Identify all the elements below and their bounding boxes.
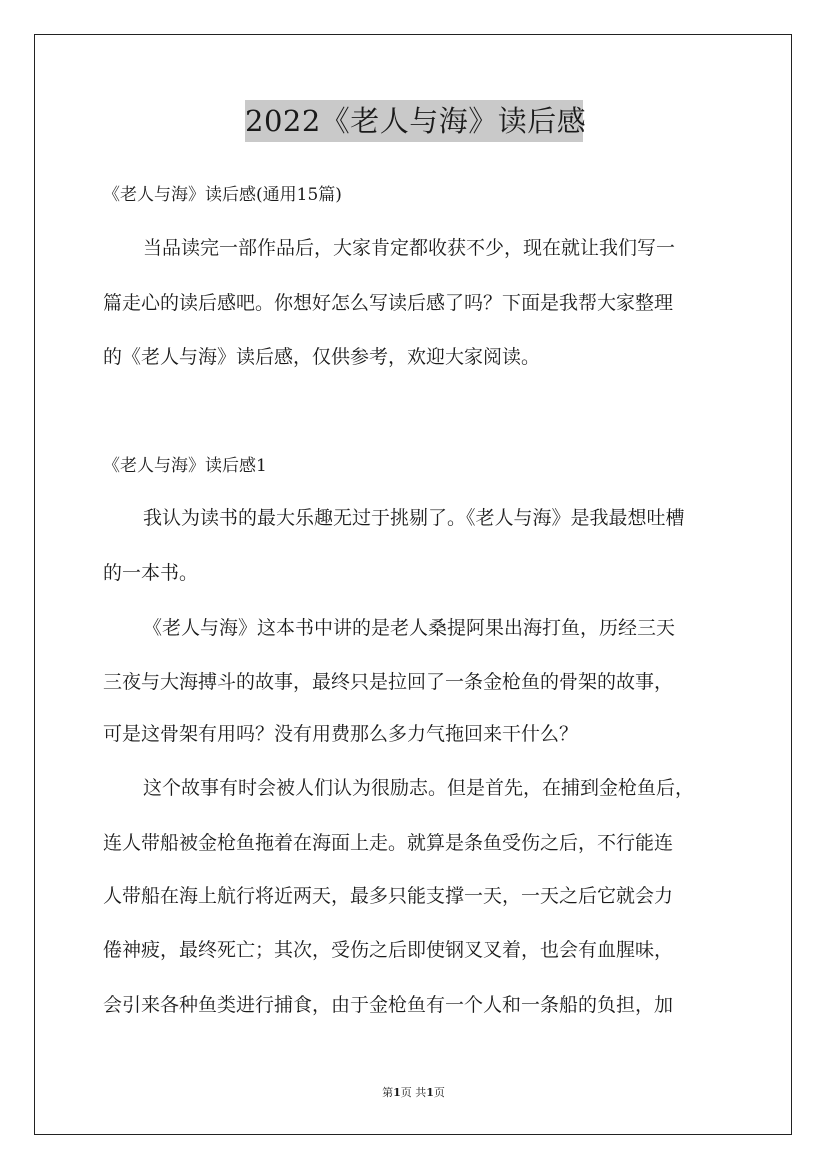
body-line: 这个故事有时会被人们认为很励志。但是首先，在捕到金枪鱼后，: [143, 777, 695, 799]
page-footer: [0, 1084, 827, 1100]
body-line: 可是这骨架有用吗？没有用费那么多力气拖回来干什么？: [103, 723, 579, 745]
page-total: 1: [426, 1086, 434, 1099]
document-subtitle: 《老人与海》读后感(通用15篇): [103, 185, 342, 205]
intro-line: 篇走心的读后感吧。你想好怎么写读后感了吗？下面是我帮大家整理: [103, 292, 674, 314]
body-line: 《老人与海》这本书中讲的是老人桑提阿果出海打鱼，历经三天: [143, 617, 676, 639]
body-line: 三夜与大海搏斗的故事，最终只是拉回了一条金枪鱼的骨架的故事，: [103, 671, 674, 693]
body-line: 倦神疲，最终死亡；其次，受伤之后即使钢叉叉着，也会有血腥味，: [103, 939, 674, 961]
page-current: 1: [393, 1086, 401, 1099]
body-line: 会引来各种鱼类进行捕食，由于金枪鱼有一个人和一条船的负担，加: [103, 994, 674, 1016]
body-line: 连人带船被金枪鱼拖着在海面上走。就算是条鱼受伤之后，不行能连: [103, 832, 674, 854]
intro-line: 当品读完一部作品后，大家肯定都收获不少，现在就让我们写一: [143, 237, 676, 259]
section-heading: 《老人与海》读后感1: [103, 456, 267, 476]
intro-line: 的《老人与海》读后感，仅供参考，欢迎大家阅读。: [103, 346, 541, 368]
page-suffix: 页: [433, 1086, 445, 1099]
page-mid: 页 共: [400, 1086, 427, 1099]
body-line: 的一本书。: [103, 562, 199, 584]
document-title: 2022《老人与海》读后感: [245, 100, 583, 142]
body-line: 我认为读书的最大乐趣无过于挑剔了。《老人与海》是我最想吐槽: [143, 507, 685, 529]
body-line: 人带船在海上航行将近两天，最多只能支撑一天，一天之后它就会力: [103, 885, 674, 907]
page-prefix: 第: [382, 1086, 394, 1099]
